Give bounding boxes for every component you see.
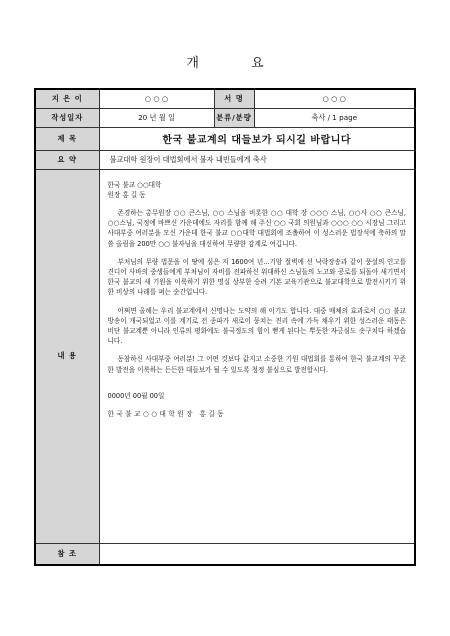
content-row bbox=[35, 169, 415, 543]
date-line: 0000년 00월 00일 bbox=[107, 391, 165, 400]
summary-row bbox=[35, 150, 415, 169]
category-label: 분류/분량 bbox=[214, 108, 254, 127]
date-label: 작성일자 bbox=[35, 108, 99, 127]
header-line-2: 원장 홍 길 동 bbox=[107, 190, 146, 199]
reference-label: 참 조 bbox=[35, 543, 99, 565]
paragraph-2: 부처님의 무량 법문을 이 땅에 심은 지 1600여 년...기암 절벽에 선 낙락장송과 같이 풍설의 인고를 견디어 사바의 중생들에게 부처님이 자비를 전파하신 위대하신 스님들의 노고와 공로를 되돌아 새기면서 한국 불교의 새 기원을 이룩하기 위한 명실 상부한 승려 기본 교육기관으로 불교대학으로 발전시키기 위한 비상의 나래를 펴는 순간입니다. bbox=[107, 257, 406, 297]
signature: 한국불교○○대학원장 홍길동 bbox=[107, 409, 227, 418]
subject-label: 제 목 bbox=[35, 127, 99, 150]
author-value: ○ ○ ○ bbox=[99, 89, 214, 108]
subject-value: 한국 불교계의 대들보가 되시길 바랍니다 bbox=[99, 127, 415, 150]
summary-value: 불교대학 원장이 대법회에서 불자 내빈들에게 축사 bbox=[99, 150, 415, 169]
author-label: 지 은 이 bbox=[35, 89, 99, 108]
name-label: 서 명 bbox=[214, 89, 254, 108]
content-body bbox=[99, 169, 415, 543]
content-label: 내 용 bbox=[35, 169, 99, 543]
header-line-1: 한국 불교 ○○대학 bbox=[107, 180, 162, 189]
summary-label: 요 약 bbox=[35, 150, 99, 169]
paragraph-3: 어쩌면 올해는 우리 불교계에서 신명나는 도약의 해 이기도 합니다. 대중 매체의 효과로서 ○○ 불교 방송이 개국되었고 이를 계기로 전 종파가 새로이 뭉치는 진리 속에 가득 채우기 위한 성스러운 태동은 비단 불교계뿐 아니라 인류의 평화에도 불국정도의 힘이 뻗게 된다는 뿌듯한 자긍심도 솟구치다 하겠습니다. bbox=[107, 306, 406, 346]
subject-row bbox=[35, 127, 415, 150]
category-value: 축사 / 1 page bbox=[254, 108, 415, 127]
author-row bbox=[35, 89, 415, 108]
name-value: ○ ○ ○ bbox=[254, 89, 415, 108]
date-value: 20 년 월 일 bbox=[99, 108, 214, 127]
paragraph-4: 동참하신 사대부중 여러분! 그 어떤 것보다 값지고 소중한 기원 대법회를 통하여 한국 불교계의 꾸준한 발전을 이룩하는 든든한 대들보가 될 수 있도록 청정 불심으로 발전합시다. bbox=[107, 355, 406, 374]
reference-row bbox=[35, 543, 415, 565]
document-summary-table bbox=[34, 88, 416, 566]
page-title: 개 요 bbox=[186, 56, 288, 71]
date-row bbox=[35, 108, 415, 127]
reference-value bbox=[99, 543, 415, 565]
paragraph-1: 존경하는 총무원장 ○○ 큰스님, ○○ 스님을 비롯한 ○○ 대학 장 ○○○ 스님, ○○사 ○○ 큰스님, ○○스님, 국정에 바쁘신 가운데에도 자리를 함께 해 주신 ○○ 국회 의원님과 ○○○ ○○ 시장님 그리고 사대부중 여러분을 모신 가운데 한국 불교 ○○대학 대법회에 조촐하여 이 성스러운 법장석에 축하의 말씀 올림을 200만 ○○ 불자님을 대신하여 무량한 감계로 여깁니다. bbox=[107, 208, 406, 248]
